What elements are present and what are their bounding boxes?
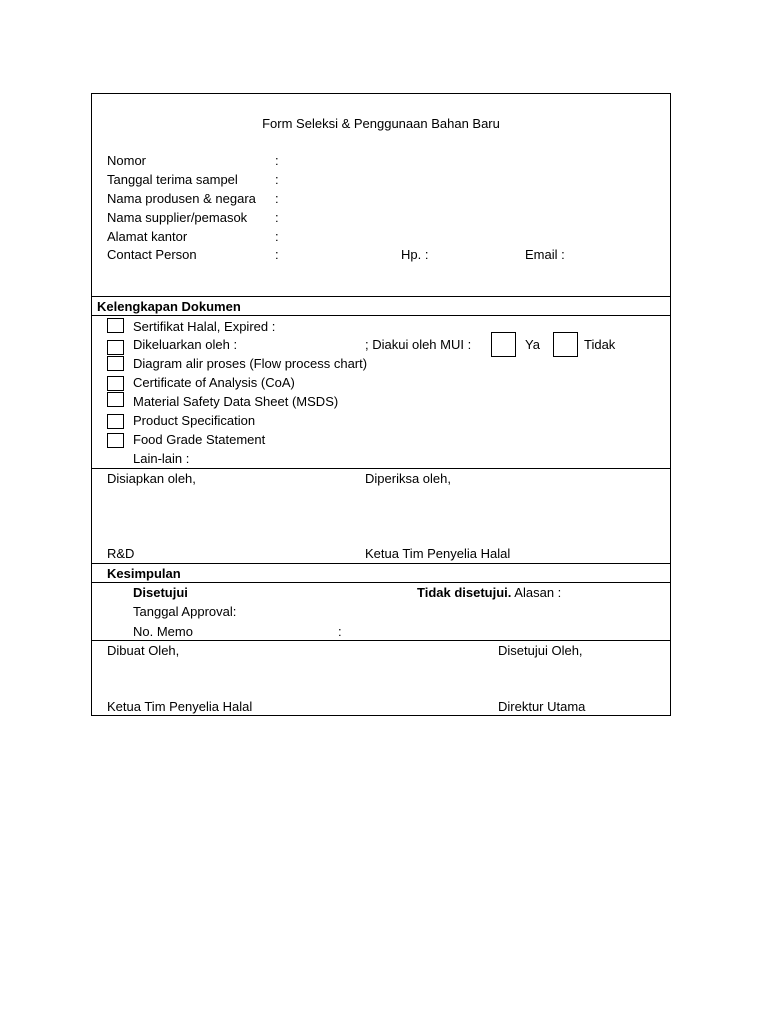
- divider: [92, 582, 670, 583]
- divider: [92, 315, 670, 316]
- memo-label: No. Memo: [133, 624, 193, 639]
- approved-label: Disetujui: [133, 585, 188, 600]
- doc-item-food-grade: Food Grade Statement: [133, 432, 266, 447]
- doc-item-dikeluarkan: Dikeluarkan oleh :: [133, 337, 238, 352]
- approved-by-label: Disetujui Oleh,: [498, 643, 583, 658]
- doc-item-sertifikat-halal: Sertifikat Halal, Expired :: [133, 319, 276, 334]
- field-label-contact: Contact Person: [107, 247, 197, 262]
- prepared-by-role: R&D: [107, 546, 135, 561]
- field-label-nomor: Nomor: [107, 153, 147, 168]
- form-title: Form Seleksi & Penggunaan Bahan Baru: [262, 116, 500, 131]
- not-approved: [417, 585, 561, 601]
- field-label-produsen: Nama produsen & negara: [107, 191, 256, 206]
- field-sep: :: [275, 247, 279, 262]
- checkbox-msds[interactable]: [107, 392, 124, 407]
- selection-form: [91, 93, 671, 716]
- checkbox-food-grade[interactable]: [107, 433, 124, 448]
- mui-tidak-label: Tidak: [584, 337, 616, 352]
- checkbox-coa[interactable]: [107, 376, 124, 391]
- doc-item-lain-lain: Lain-lain :: [133, 451, 190, 466]
- divider: [92, 640, 670, 641]
- checkbox-mui-tidak[interactable]: [553, 332, 578, 357]
- field-sep: :: [275, 210, 279, 225]
- email-label: Email :: [525, 247, 565, 262]
- mui-label: ; Diakui oleh MUI :: [365, 337, 472, 352]
- checkbox-sertifikat-halal[interactable]: [107, 318, 124, 333]
- field-label-tanggal: Tanggal terima sampel: [107, 172, 238, 187]
- checked-by-role: Ketua Tim Penyelia Halal: [365, 546, 511, 561]
- made-by-role: Ketua Tim Penyelia Halal: [107, 699, 253, 714]
- approved-by-role: Direktur Utama: [498, 699, 586, 714]
- checkbox-mui-ya[interactable]: [491, 332, 516, 357]
- mui-ya-label: Ya: [525, 337, 540, 352]
- memo-sep: :: [338, 624, 342, 639]
- made-by-label: Dibuat Oleh,: [107, 643, 180, 658]
- checkbox-dikeluarkan[interactable]: [107, 340, 124, 355]
- checkbox-product-spec[interactable]: [107, 414, 124, 429]
- conclusion-header: Kesimpulan: [107, 566, 181, 581]
- field-label-alamat: Alamat kantor: [107, 229, 188, 244]
- field-sep: :: [275, 172, 279, 187]
- divider: [92, 468, 670, 469]
- field-label-supplier: Nama supplier/pemasok: [107, 210, 248, 225]
- prepared-by-label: Disiapkan oleh,: [107, 471, 196, 486]
- doc-item-msds: Material Safety Data Sheet (MSDS): [133, 394, 339, 409]
- checked-by-label: Diperiksa oleh,: [365, 471, 451, 486]
- field-sep: :: [275, 191, 279, 206]
- field-sep: :: [275, 229, 279, 244]
- reason-label: Alasan :: [514, 585, 562, 600]
- divider: [92, 296, 670, 297]
- field-sep: :: [275, 153, 279, 168]
- checkbox-diagram-alir[interactable]: [107, 356, 124, 371]
- hp-label: Hp. :: [401, 247, 429, 262]
- not-approved-label: Tidak disetujui.: [417, 585, 512, 600]
- doc-item-coa: Certificate of Analysis (CoA): [133, 375, 295, 390]
- doc-item-product-spec: Product Specification: [133, 413, 256, 428]
- doc-item-diagram-alir: Diagram alir proses (Flow process chart): [133, 356, 368, 371]
- documents-header: Kelengkapan Dokumen: [97, 299, 241, 314]
- approval-date-label: Tanggal Approval:: [133, 604, 237, 619]
- divider: [92, 563, 670, 564]
